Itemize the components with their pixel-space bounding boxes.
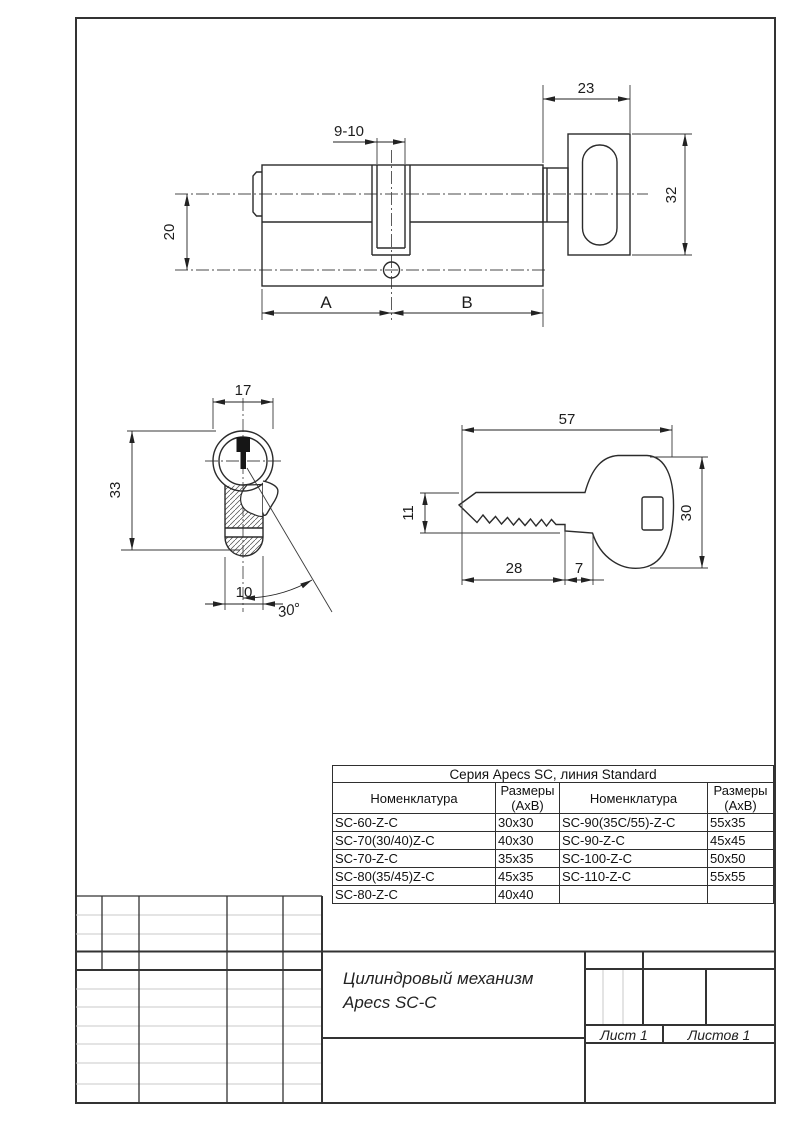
keyhole xyxy=(237,437,251,452)
dim-blade-length: 28 xyxy=(505,560,523,577)
dim-length-a: A xyxy=(320,293,332,312)
dim-shoulder: 7 xyxy=(574,560,584,577)
dim-cam-angle: 30° xyxy=(276,599,302,622)
dim-axis-offset: 20 xyxy=(161,223,178,241)
spec-table xyxy=(332,765,774,904)
col-header-nomenclature: Номенклатура xyxy=(560,783,708,814)
dim-head-height: 30 xyxy=(678,504,695,522)
dim-blade-height: 11 xyxy=(400,505,417,521)
drawing-title-line2: Apecs SC-C xyxy=(343,993,437,1012)
table-title: Серия Apecs SC, линия Standard xyxy=(333,766,774,783)
col-header-sizes: Размеры (АхВ) xyxy=(708,783,774,814)
table-row: SC-70(30/40)Z-C 40x30 SC-90-Z-C 45x45 xyxy=(333,832,774,850)
cylinder-body-outline xyxy=(253,134,630,286)
col-header-sizes: Размеры (АхВ) xyxy=(496,783,560,814)
table-row: SC-60-Z-C 30x30 SC-90(35C/55)-Z-C 55x35 xyxy=(333,814,774,832)
sheet-number-label: Лист 1 xyxy=(600,1027,648,1043)
extension-lines xyxy=(262,85,692,327)
dim-bottom-width: 10 xyxy=(235,584,253,601)
dim-face-height: 33 xyxy=(107,481,124,499)
sheets-total-label: Листов 1 xyxy=(687,1027,751,1043)
cylinder-end-view xyxy=(107,382,332,621)
dim-cam-slot-width: 9-10 xyxy=(333,123,365,140)
dim-key-length: 57 xyxy=(558,411,576,428)
dim-knob-height: 32 xyxy=(663,186,680,204)
dim-knob-depth: 23 xyxy=(577,80,595,97)
dim-length-b: B xyxy=(461,293,473,312)
drawing-title xyxy=(343,967,578,1015)
key-outline xyxy=(459,456,674,569)
table-row: SC-70-Z-C 35x35 SC-100-Z-C 50x50 xyxy=(333,850,774,868)
drawing-title-line1: Цилиндровый механизм xyxy=(343,969,534,988)
hatch-cam xyxy=(225,537,263,556)
keyhole-slot xyxy=(241,450,247,469)
dim-face-width: 17 xyxy=(234,382,252,399)
extension-lines xyxy=(420,425,708,585)
cylinder-side-view xyxy=(161,80,692,327)
table-row: SC-80-Z-C 40x40 xyxy=(333,886,774,904)
table-row: SC-80(35/45)Z-C 45x35 SC-110-Z-C 55x55 xyxy=(333,868,774,886)
dimension-lines xyxy=(132,402,312,604)
sheet-frame xyxy=(76,18,775,1103)
center-lines xyxy=(175,150,648,320)
key-view xyxy=(400,411,708,585)
col-header-nomenclature: Номенклатура xyxy=(333,783,496,814)
